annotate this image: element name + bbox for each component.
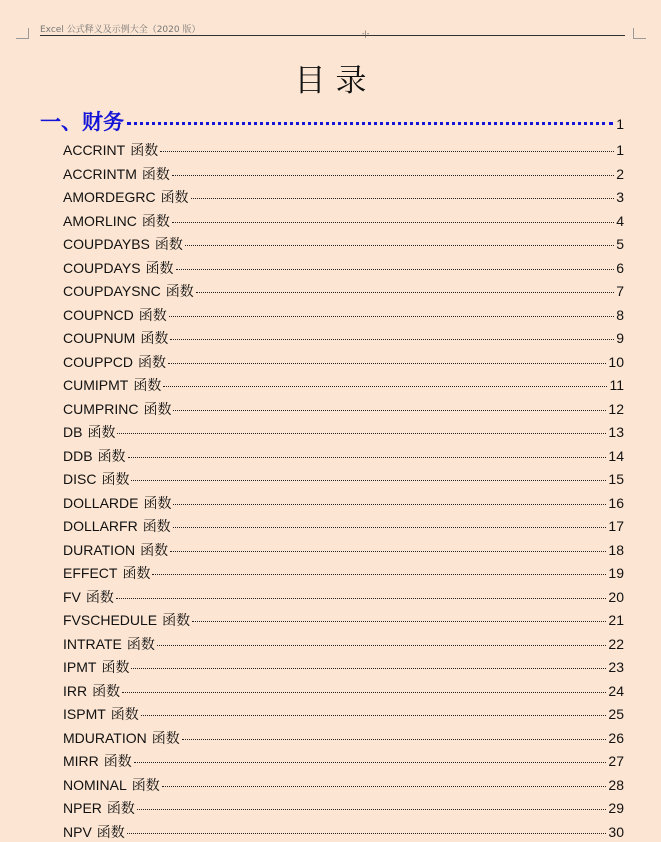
entry-page-number: 9 xyxy=(616,330,624,346)
entry-function-name: DB xyxy=(63,424,83,440)
dot-leader xyxy=(170,551,606,552)
entry-function-name: IRR xyxy=(63,682,88,699)
entry-suffix: 函数 xyxy=(92,683,121,700)
entry-function-name: EFFECT xyxy=(63,565,118,581)
toc-entry[interactable] xyxy=(63,610,624,630)
dot-leader xyxy=(117,433,606,434)
entry-page-number: 30 xyxy=(608,823,624,840)
entry-suffix: 函数 xyxy=(138,354,167,371)
entry-suffix: 函数 xyxy=(154,237,183,253)
toc-entry[interactable] xyxy=(63,634,624,654)
page-header xyxy=(40,20,625,36)
dot-leader xyxy=(131,668,606,669)
dot-leader xyxy=(191,198,615,199)
entry-function-name: ACCRINTM xyxy=(63,165,137,182)
toc-title-text: 目录 xyxy=(294,63,377,99)
dot-leader xyxy=(128,457,607,458)
entry-function-name: FVSCHEDULE xyxy=(63,612,158,628)
entry-function-name: DISC xyxy=(63,471,97,487)
toc-entry[interactable] xyxy=(63,422,624,442)
dot-leader xyxy=(160,151,614,152)
entry-function-name: AMORDEGRC xyxy=(63,189,156,205)
toc-entry[interactable] xyxy=(63,704,624,724)
entry-function-name: AMORLINC xyxy=(63,212,137,229)
toc-entry[interactable] xyxy=(63,657,624,677)
entry-page-number: 17 xyxy=(608,518,624,534)
entry-function-name: NPV xyxy=(63,823,92,840)
section-label: 一、财务 xyxy=(40,109,124,134)
toc-entry[interactable] xyxy=(63,399,624,419)
entry-suffix: 函数 xyxy=(85,589,114,606)
entry-suffix: 函数 xyxy=(143,495,172,512)
toc-entry[interactable] xyxy=(63,352,624,372)
toc-entry[interactable] xyxy=(63,328,624,348)
entry-page-number: 1 xyxy=(616,142,624,158)
entry-suffix: 函数 xyxy=(101,660,130,676)
toc-entry[interactable] xyxy=(63,281,624,301)
dot-leader xyxy=(127,122,613,125)
entry-function-name: FV xyxy=(63,588,81,605)
entry-page-number: 14 xyxy=(608,447,624,464)
entry-suffix: 函数 xyxy=(145,260,174,277)
entry-page-number: 23 xyxy=(608,659,624,675)
entry-page-number: 15 xyxy=(608,471,624,487)
dot-leader xyxy=(127,833,607,834)
toc-entry[interactable] xyxy=(63,822,624,842)
dot-leader xyxy=(134,762,607,763)
entry-suffix: 函数 xyxy=(140,542,169,559)
entry-function-name: IPMT xyxy=(63,659,97,675)
toc-entry[interactable] xyxy=(63,258,624,278)
entry-suffix: 函数 xyxy=(126,636,155,653)
entry-suffix: 函数 xyxy=(143,401,172,418)
entry-function-name: COUPNCD xyxy=(63,306,134,323)
entry-suffix: 函数 xyxy=(110,707,139,723)
toc-entry[interactable] xyxy=(63,305,624,325)
entry-suffix: 函数 xyxy=(131,777,160,794)
entry-page-number: 4 xyxy=(616,212,624,229)
entry-page-number: 7 xyxy=(616,283,624,299)
dot-leader xyxy=(152,574,606,575)
dot-leader xyxy=(173,527,607,528)
entry-page-number: 24 xyxy=(608,682,624,699)
dot-leader xyxy=(173,504,606,505)
entry-function-name: CUMIPMT xyxy=(63,377,129,393)
toc-entry[interactable] xyxy=(63,516,624,536)
dot-leader xyxy=(185,245,614,246)
toc-title xyxy=(0,55,661,100)
dot-leader xyxy=(141,715,607,716)
toc-entry[interactable] xyxy=(63,446,624,466)
entry-page-number: 12 xyxy=(608,400,624,417)
entry-suffix: 函数 xyxy=(140,331,169,347)
entry-page-number: 28 xyxy=(608,776,624,793)
margin-mark-top-left xyxy=(16,28,29,39)
dot-leader xyxy=(196,292,614,293)
entry-page-number: 18 xyxy=(608,541,624,558)
entry-function-name: DOLLARFR xyxy=(63,518,138,534)
dot-leader xyxy=(192,621,606,622)
dot-leader xyxy=(169,316,614,317)
entry-function-name: CUMPRINC xyxy=(63,400,139,417)
entry-function-name: DDB xyxy=(63,447,93,464)
entry-function-name: COUPDAYS xyxy=(63,259,141,276)
entry-page-number: 5 xyxy=(616,236,624,252)
entry-suffix: 函数 xyxy=(141,213,170,230)
entry-function-name: COUPPCD xyxy=(63,353,134,370)
margin-mark-top-right xyxy=(633,28,646,39)
entry-function-name: COUPDAYBS xyxy=(63,236,150,252)
entry-suffix: 函数 xyxy=(103,754,132,770)
dot-leader xyxy=(122,692,606,693)
entry-suffix: 函数 xyxy=(142,519,171,535)
entry-function-name: NOMINAL xyxy=(63,776,127,793)
toc-entry[interactable] xyxy=(63,681,624,701)
toc-entry[interactable] xyxy=(63,563,624,583)
toc-entry[interactable] xyxy=(63,493,624,513)
toc-entry[interactable] xyxy=(63,234,624,254)
entry-page-number: 19 xyxy=(608,565,624,581)
entry-suffix: 函数 xyxy=(101,472,130,488)
entry-page-number: 6 xyxy=(616,259,624,276)
entry-function-name: INTRATE xyxy=(63,635,122,652)
entry-page-number: 8 xyxy=(616,306,624,323)
dot-leader xyxy=(157,645,607,646)
dot-leader xyxy=(173,410,606,411)
entry-suffix: 函数 xyxy=(106,801,135,817)
entry-page-number: 25 xyxy=(608,706,624,722)
entry-function-name: ISPMT xyxy=(63,706,106,722)
entry-function-name: DOLLARDE xyxy=(63,494,139,511)
dot-leader xyxy=(176,269,615,270)
entry-suffix: 函数 xyxy=(87,425,116,441)
entry-page-number: 10 xyxy=(608,353,624,370)
toc-entry[interactable] xyxy=(63,375,624,395)
toc-entry[interactable] xyxy=(63,211,624,231)
entry-page-number: 13 xyxy=(608,424,624,440)
entry-page-number: 11 xyxy=(609,377,624,393)
entry-suffix: 函数 xyxy=(160,190,189,206)
entry-suffix: 函数 xyxy=(151,730,180,747)
entry-function-name: MDURATION xyxy=(63,729,147,746)
dot-leader xyxy=(172,175,614,176)
toc-entry[interactable] xyxy=(63,587,624,607)
entry-page-number: 26 xyxy=(608,729,624,746)
toc-entry[interactable] xyxy=(63,187,624,207)
toc-entry[interactable] xyxy=(63,751,624,771)
entry-page-number: 20 xyxy=(608,588,624,605)
entry-page-number: 29 xyxy=(608,800,624,816)
toc-entry[interactable] xyxy=(63,798,624,818)
entry-suffix: 函数 xyxy=(133,378,162,394)
entry-function-name: ACCRINT xyxy=(63,142,126,158)
dot-leader xyxy=(131,480,606,481)
dot-leader xyxy=(172,222,614,223)
dot-leader xyxy=(168,363,606,364)
toc-entry[interactable] xyxy=(63,140,624,160)
entry-page-number: 3 xyxy=(616,189,624,205)
toc-entry[interactable] xyxy=(63,540,624,560)
entry-suffix: 函数 xyxy=(97,448,126,465)
entry-function-name: MIRR xyxy=(63,753,99,769)
entry-page-number: 16 xyxy=(608,494,624,511)
dot-leader xyxy=(163,386,607,387)
dot-leader xyxy=(170,339,614,340)
entry-function-name: NPER xyxy=(63,800,102,816)
dot-leader xyxy=(116,598,607,599)
entry-page-number: 2 xyxy=(616,165,624,182)
entry-page-number: 21 xyxy=(608,612,624,628)
toc-section-finance[interactable] xyxy=(40,106,624,134)
toc-entry[interactable] xyxy=(63,164,624,184)
entry-page-number: 22 xyxy=(608,635,624,652)
header-text: Excel 公式释义及示例大全（2020 版） xyxy=(40,25,201,35)
entry-function-name: DURATION xyxy=(63,541,136,558)
dot-leader xyxy=(137,809,607,810)
entry-suffix: 函数 xyxy=(138,307,167,324)
dot-leader xyxy=(162,786,607,787)
entry-suffix: 函数 xyxy=(165,284,194,300)
entry-suffix: 函数 xyxy=(122,566,151,582)
entry-page-number: 27 xyxy=(608,753,624,769)
dot-leader xyxy=(182,739,607,740)
header-center-mark: -|- xyxy=(362,30,370,38)
entry-function-name: COUPNUM xyxy=(63,330,136,346)
entry-suffix: 函数 xyxy=(130,143,159,159)
entry-function-name: COUPDAYSNC xyxy=(63,283,161,299)
entry-suffix: 函数 xyxy=(162,613,191,629)
toc-entry[interactable] xyxy=(63,469,624,489)
section-page-number: 1 xyxy=(616,116,624,132)
entry-suffix: 函数 xyxy=(96,824,125,841)
toc-entry[interactable] xyxy=(63,775,624,795)
entry-suffix: 函数 xyxy=(141,166,170,183)
toc-entry[interactable] xyxy=(63,728,624,748)
